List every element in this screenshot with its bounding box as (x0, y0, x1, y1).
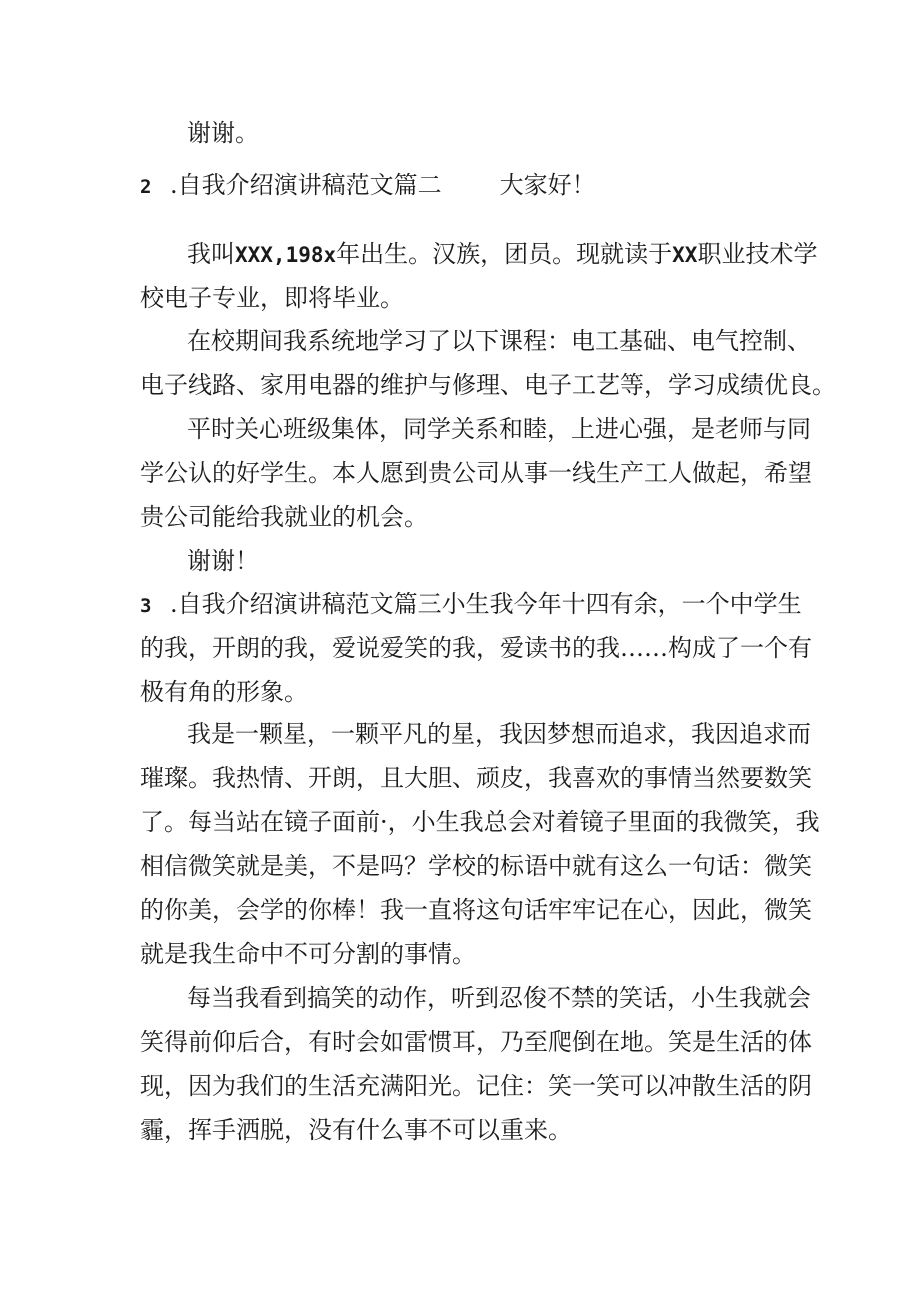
section-3-number: 3 (140, 595, 152, 617)
section-2-number: 2 (140, 176, 152, 198)
paragraph-2-1-line-1 (187, 239, 817, 269)
text-run: 我叫 (187, 240, 235, 268)
paragraph-3-2-line-1: 每当我看到搞笑的动作，听到忍俊不禁的笑话，小生我就会 (187, 984, 811, 1012)
closing-thanks-2: 谢谢！ (187, 547, 259, 575)
paragraph-3-1-line-1: 我是一颗星，一颗平凡的星，我因梦想而追求，我因追求而 (187, 720, 811, 748)
paragraph-2-2-line-1: 在校期间我系统地学习了以下课程：电工基础、电气控制、 (187, 327, 811, 355)
paragraph-3-1-line-2: 璀璨。我热情、开朗，且大胆、顽皮，我喜欢的事情当然要数笑 (140, 764, 812, 792)
paragraph-2-3-line-3: 贵公司能给我就业的机会。 (140, 503, 428, 531)
paragraph-3-2-line-3: 现，因为我们的生活充满阳光。记住：笑一笑可以冲散生活的阴 (140, 1072, 812, 1100)
paragraph-3-1-line-6: 就是我生命中不可分割的事情。 (140, 940, 476, 968)
paragraph-2-3-line-1: 平时关心班级集体，同学关系和睦，上进心强，是老师与同 (187, 415, 811, 443)
section-2-heading (140, 170, 596, 200)
name-and-year: XXX,198x (235, 243, 337, 267)
paragraph-2-3-line-2: 学公认的好学生。本人愿到贵公司从事一线生产工人做起，希望 (140, 459, 812, 487)
section-3-line-2: 的我，开朗的我，爱说爱笑的我，爱读书的我……构成了一个有 (140, 634, 812, 662)
school-name: XX (672, 243, 698, 267)
text-run: 职业技术学 (697, 240, 818, 268)
section-3-line-3: 极有角的形象。 (140, 678, 308, 706)
paragraph-3-1-line-4: 相信微笑就是美，不是吗？学校的标语中就有这么一句话：微笑 (140, 852, 812, 880)
paragraph-3-2-line-4: 霾，挥手洒脱，没有什么事不可以重来。 (140, 1116, 572, 1144)
paragraph-3-1-line-5: 的你美，会学的你棒！我一直将这句话牢牢记在心，因此，微笑 (140, 896, 812, 924)
section-2-title: .自我介绍演讲稿范文篇二 (170, 171, 442, 199)
section-3-line-1 (140, 589, 802, 619)
section-3-title: .自我介绍演讲稿范文篇三小生我今年十四有余，一个中学生 (170, 590, 802, 618)
section-2-greeting: 大家好！ (499, 171, 596, 199)
paragraph-2-1-line-2: 校电子专业，即将毕业。 (140, 284, 404, 312)
paragraph-2-2-line-2: 电子线路、家用电器的维护与修理、电子工艺等，学习成绩优良。 (140, 371, 836, 399)
paragraph-3-2-line-2: 笑得前仰后合，有时会如雷惯耳，乃至爬倒在地。笑是生活的体 (140, 1028, 812, 1056)
text-run: 年出生。汉族，团员。现就读于 (336, 240, 673, 268)
paragraph-3-1-line-3: 了。每当站在镜子面前·，小生我总会对着镜子里面的我微笑，我 (140, 808, 820, 836)
closing-thanks-1: 谢谢。 (187, 119, 259, 147)
